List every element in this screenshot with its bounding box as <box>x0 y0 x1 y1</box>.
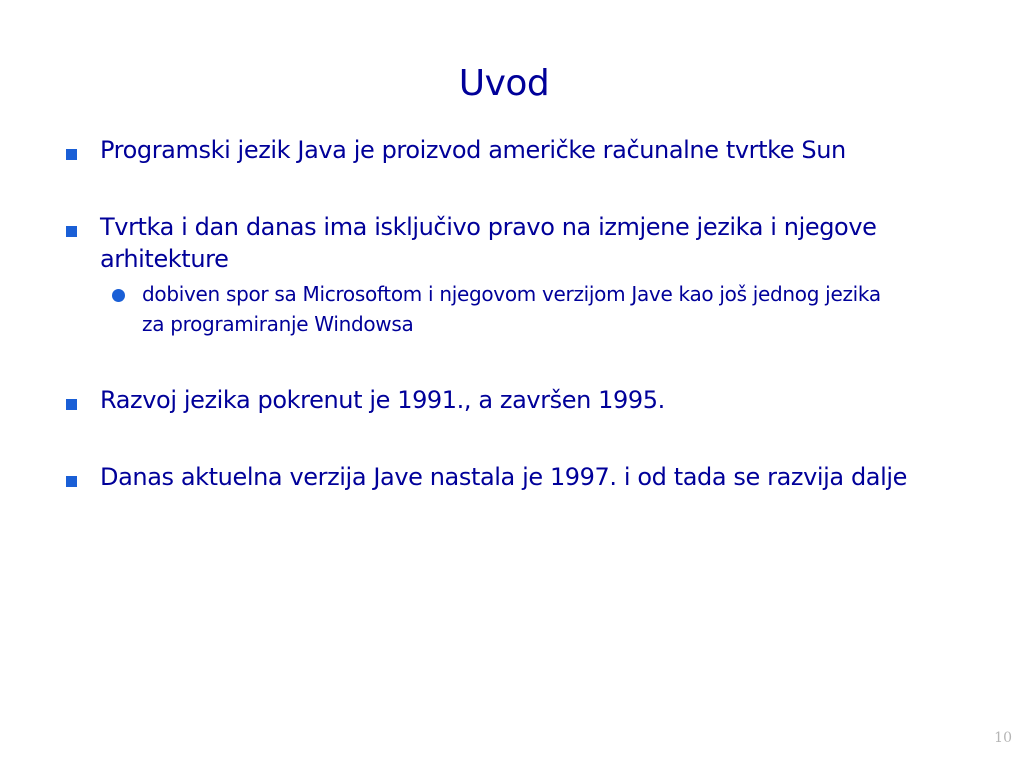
round-bullet-icon <box>112 289 125 302</box>
bullet-text: Programski jezik Java je proizvod američke računalne tvrtke Sun <box>100 136 846 164</box>
square-bullet-icon <box>66 226 77 237</box>
bullet-item <box>62 211 942 275</box>
sub-bullet-text: dobiven spor sa Microsoftom i njegovom verzijom Jave kao još jednog jezika za programiranje Windowsa <box>142 282 881 336</box>
square-bullet-icon <box>66 149 77 160</box>
page-number: 10 <box>994 730 1012 746</box>
bullet-text: Danas aktuelna verzija Jave nastala je 1997. i od tada se razvija dalje <box>100 463 907 491</box>
bullet-list <box>62 134 942 538</box>
square-bullet-icon <box>66 476 77 487</box>
square-bullet-icon <box>66 399 77 410</box>
sub-bullet-item <box>108 279 882 339</box>
bullet-text: Razvoj jezika pokrenut je 1991., a završen 1995. <box>100 386 665 414</box>
bullet-item <box>62 384 942 416</box>
slide-title: Uvod <box>458 63 550 104</box>
bullet-item <box>62 134 942 166</box>
bullet-item <box>62 461 942 493</box>
bullet-text: Tvrtka i dan danas ima isključivo pravo na izmjene jezika i njegove arhitekture <box>100 213 877 273</box>
